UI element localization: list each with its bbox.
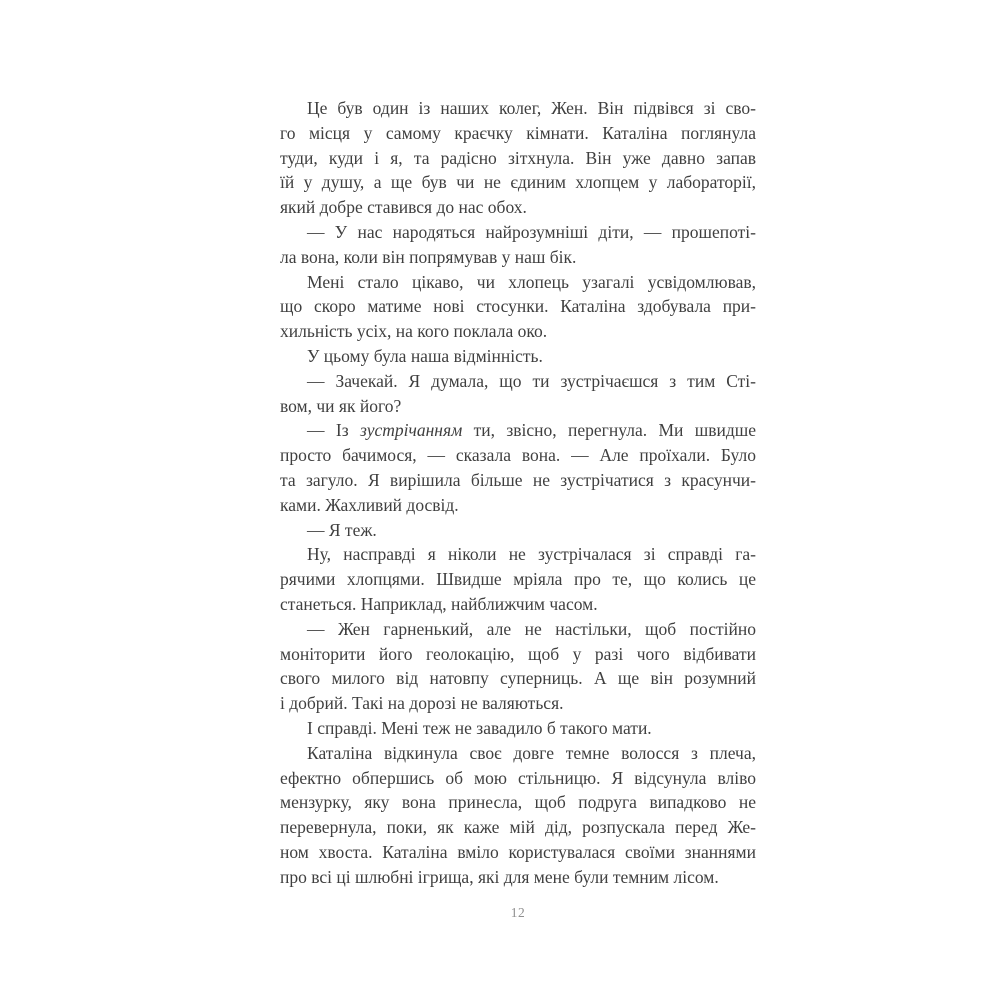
text-line <box>280 518 756 543</box>
text-line <box>280 294 756 319</box>
text-segment: — Жен гарненький, але не настільки, щоб постійно <box>307 618 756 639</box>
paragraph <box>280 270 756 344</box>
text-segment: Каталіна відкинула своє довге темне волосся з плеча, <box>307 742 756 763</box>
text-line <box>280 815 756 840</box>
text-segment: мензурку, яку вона принесла, щоб подруга випадково не <box>280 792 756 813</box>
text-segment: свого милого від натовпу суперниць. А ще він розумний <box>280 668 756 689</box>
text-line <box>280 865 756 890</box>
text-line <box>280 220 756 245</box>
paragraph <box>280 542 756 616</box>
text-line <box>280 766 756 791</box>
paragraph <box>280 96 756 220</box>
text-line <box>280 567 756 592</box>
text-line <box>280 443 756 468</box>
text-line <box>280 319 756 344</box>
text-segment: Це був один із наших колег, Жен. Він підвівся зі сво- <box>307 98 756 118</box>
text-line <box>280 592 756 617</box>
text-segment: І справді. Мені теж не завадило б такого мати. <box>307 717 652 738</box>
text-segment: — У нас народяться найрозумніші діти, — прошепоті- <box>307 221 756 242</box>
text-segment: ти, звісно, перегнула. Ми швидше <box>462 420 756 441</box>
text-line <box>280 790 756 815</box>
text-segment: перевернула, поки, як каже мій дід, розпускала перед Же- <box>280 817 756 838</box>
text-line <box>280 716 756 741</box>
text-segment: — Я теж. <box>307 519 377 540</box>
text-line <box>280 617 756 642</box>
text-segment: ном хвоста. Каталіна вміло користувалася своїми знаннями <box>280 841 756 862</box>
text-segment: ками. Жахливий досвід. <box>280 494 459 515</box>
text-line <box>280 666 756 691</box>
text-line <box>280 270 756 295</box>
text-segment: який добре ставився до нас обох. <box>280 197 527 218</box>
page-text <box>280 96 756 890</box>
text-segment: рячими хлопцями. Швидше мріяла про те, що колись це <box>280 569 756 590</box>
text-segment: станеться. Наприклад, найближчим часом. <box>280 593 598 614</box>
text-line <box>280 146 756 171</box>
text-segment: ефектно обпершись об мою стільницю. Я відсунула вліво <box>280 767 756 788</box>
text-segment: — Із <box>307 420 360 441</box>
text-line <box>280 170 756 195</box>
text-segment: Ну, насправді я ніколи не зустрічалася зі справді га- <box>307 544 756 565</box>
paragraph <box>280 344 756 369</box>
text-segment: їй у душу, а ще був чи не єдиним хлопцем у лабораторії, <box>280 172 756 193</box>
text-line <box>280 691 756 716</box>
paragraph <box>280 220 756 270</box>
text-line <box>280 394 756 419</box>
text-segment: і добрий. Такі на дорозі не валяються. <box>280 693 564 714</box>
text-segment: моніторити його геолокацію, щоб у разі чого відбивати <box>280 643 756 664</box>
text-segment: хильність усіх, на кого поклала око. <box>280 321 548 342</box>
text-line <box>280 121 756 146</box>
page-number: 12 <box>510 905 526 920</box>
text-segment: ла вона, коли він попрямував у наш бік. <box>280 246 577 267</box>
text-line <box>280 418 756 443</box>
text-segment: туди, куди і я, та радісно зітхнула. Він уже давно запав <box>280 147 756 168</box>
paragraph <box>280 617 756 716</box>
text-segment: Мені стало цікаво, чи хлопець узагалі усвідомлював, <box>307 271 756 292</box>
text-line <box>280 468 756 493</box>
text-line <box>280 96 756 121</box>
text-segment: та загуло. Я вирішила більше не зустрічатися з красунчи- <box>280 469 756 490</box>
text-line <box>280 195 756 220</box>
paragraph <box>280 741 756 890</box>
text-segment: го місця у самому краєчку кімнати. Каталіна поглянула <box>280 122 756 143</box>
text-line <box>280 369 756 394</box>
text-segment: просто бачимося, — сказала вона. — Але проїхали. Було <box>280 445 756 466</box>
text-segment: вом, чи як його? <box>280 395 402 416</box>
text-line <box>280 741 756 766</box>
paragraph <box>280 518 756 543</box>
text-line <box>280 840 756 865</box>
text-line <box>280 245 756 270</box>
text-line <box>280 344 756 369</box>
text-line <box>280 642 756 667</box>
text-segment: — Зачекай. Я думала, що ти зустрічаєшся з тим Сті- <box>307 370 756 391</box>
text-segment: що скоро матиме нові стосунки. Каталіна здобувала при- <box>280 296 756 317</box>
text-line <box>280 493 756 518</box>
text-line <box>280 542 756 567</box>
paragraph <box>280 369 756 419</box>
italic-text-segment: зустрічанням <box>359 420 463 441</box>
text-segment: У цьому була наша відмінність. <box>307 345 543 366</box>
paragraph <box>280 418 756 517</box>
paragraph <box>280 716 756 741</box>
text-segment: про всі ці шлюбні ігрища, які для мене були темним лісом. <box>280 866 719 887</box>
